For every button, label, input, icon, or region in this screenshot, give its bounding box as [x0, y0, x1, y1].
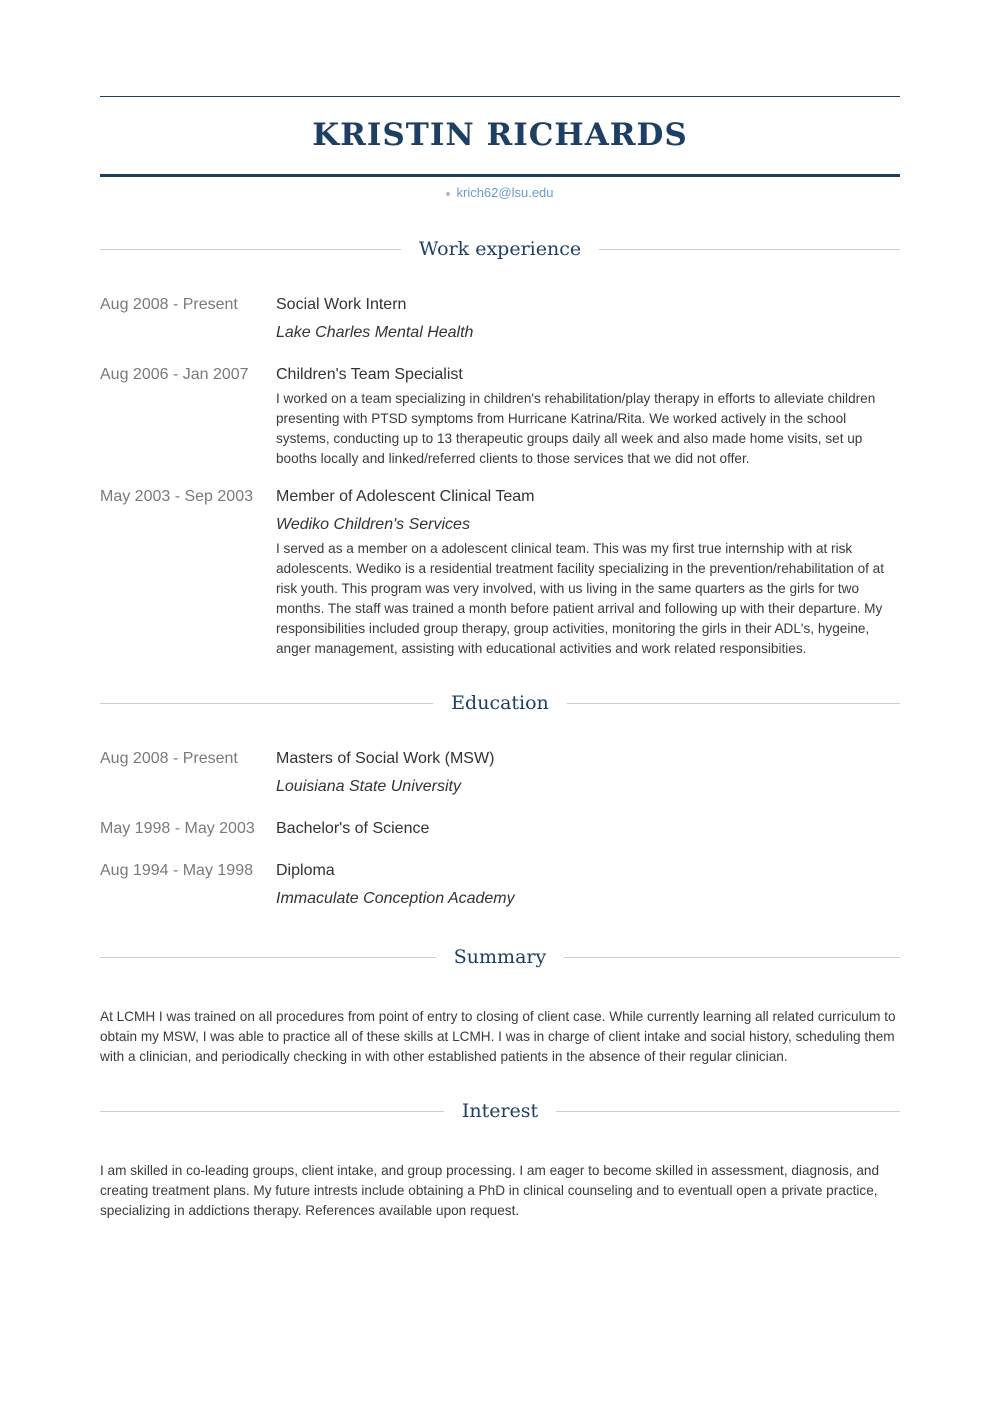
entry-role: Member of Adolescent Clinical Team: [276, 488, 535, 505]
work-entry: [100, 361, 900, 469]
header-top-rule: [100, 96, 900, 97]
summary-heading: [100, 943, 900, 971]
entry-degree: Diploma: [276, 862, 335, 879]
entry-date: Aug 2008 - Present: [100, 296, 238, 313]
interest-text: I am skilled in co-leading groups, client intake, and group processing. I am eager to become skilled in assessment, diagnosis, and creating treatment plans. My future intrests include obtaining a PhD in clinical counseling and to eventuall open a private practice, specializing in addictions therapy. References available upon request.: [100, 1163, 880, 1218]
entry-description: I served as a member on a adolescent clinical team. This was my first true internship with at risk adolescents. Wediko is a residential treatment facility specializing in the prevention/rehabilitation of at risk youth. This program was very involved, with us living in the same quarters as the girls for two months. The staff was trained a month before patient arrival and following up with their departure. My responsibilities included group therapy, group activities, monitoring the girls in their ADL's, hygeine, anger management, assisting with educational activities and work related responsibities.: [276, 541, 885, 656]
work-entry: [100, 291, 900, 347]
entry-school: Immaculate Conception Academy: [276, 890, 515, 907]
contact-line: [100, 185, 900, 205]
section-title: Summary: [436, 943, 564, 971]
entry-role: Social Work Intern: [276, 296, 407, 313]
entry-organization: Lake Charles Mental Health: [276, 324, 474, 341]
entry-date: Aug 2008 - Present: [100, 750, 238, 767]
section-title: Work experience: [401, 235, 599, 263]
candidate-name: KRISTIN RICHARDS: [312, 117, 688, 153]
entry-date: Aug 2006 - Jan 2007: [100, 366, 249, 383]
education-list: [100, 745, 900, 913]
education-entry: [100, 857, 900, 913]
header-bottom-rule: [100, 174, 900, 177]
entry-date: May 1998 - May 2003: [100, 820, 255, 837]
resume-page: [100, 0, 900, 1221]
section-title: Interest: [444, 1097, 556, 1125]
education-entry: [100, 745, 900, 801]
section-title: Education: [433, 689, 567, 717]
entry-degree: Bachelor's of Science: [276, 820, 430, 837]
entry-organization: Wediko Children's Services: [276, 516, 470, 533]
summary-text: At LCMH I was trained on all procedures from point of entry to closing of client case. While currently learning all related curriculum to obtain my MSW, I was able to practice all of these skills at LCMH. I was in charge of client intake and social history, scheduling them with a clinician, and periodically checking in with other established patients in the absence of their regular clinician.: [100, 1009, 896, 1064]
bullet-icon: [446, 192, 450, 196]
entry-role: Children's Team Specialist: [276, 366, 463, 383]
work-experience-heading: [100, 235, 900, 263]
entry-school: Louisiana State University: [276, 778, 461, 795]
interest-heading: [100, 1097, 900, 1125]
entry-date: May 2003 - Sep 2003: [100, 488, 253, 505]
work-experience-list: [100, 291, 900, 659]
email-link[interactable]: krich62@lsu.edu: [456, 185, 554, 200]
entry-date: Aug 1994 - May 1998: [100, 862, 253, 879]
education-heading: [100, 689, 900, 717]
entry-description: I worked on a team specializing in children's rehabilitation/play therapy in efforts to alleviate children presenting with PTSD symptoms from Hurricane Katrina/Rita. We worked actively in the school systems, conducting up to 13 therapeutic groups daily all week and also made home visits, set up booths locally and linked/referred clients to those services that we did not offer.: [276, 391, 876, 466]
work-entry: [100, 483, 900, 659]
education-entry: [100, 815, 900, 843]
entry-degree: Masters of Social Work (MSW): [276, 750, 495, 767]
